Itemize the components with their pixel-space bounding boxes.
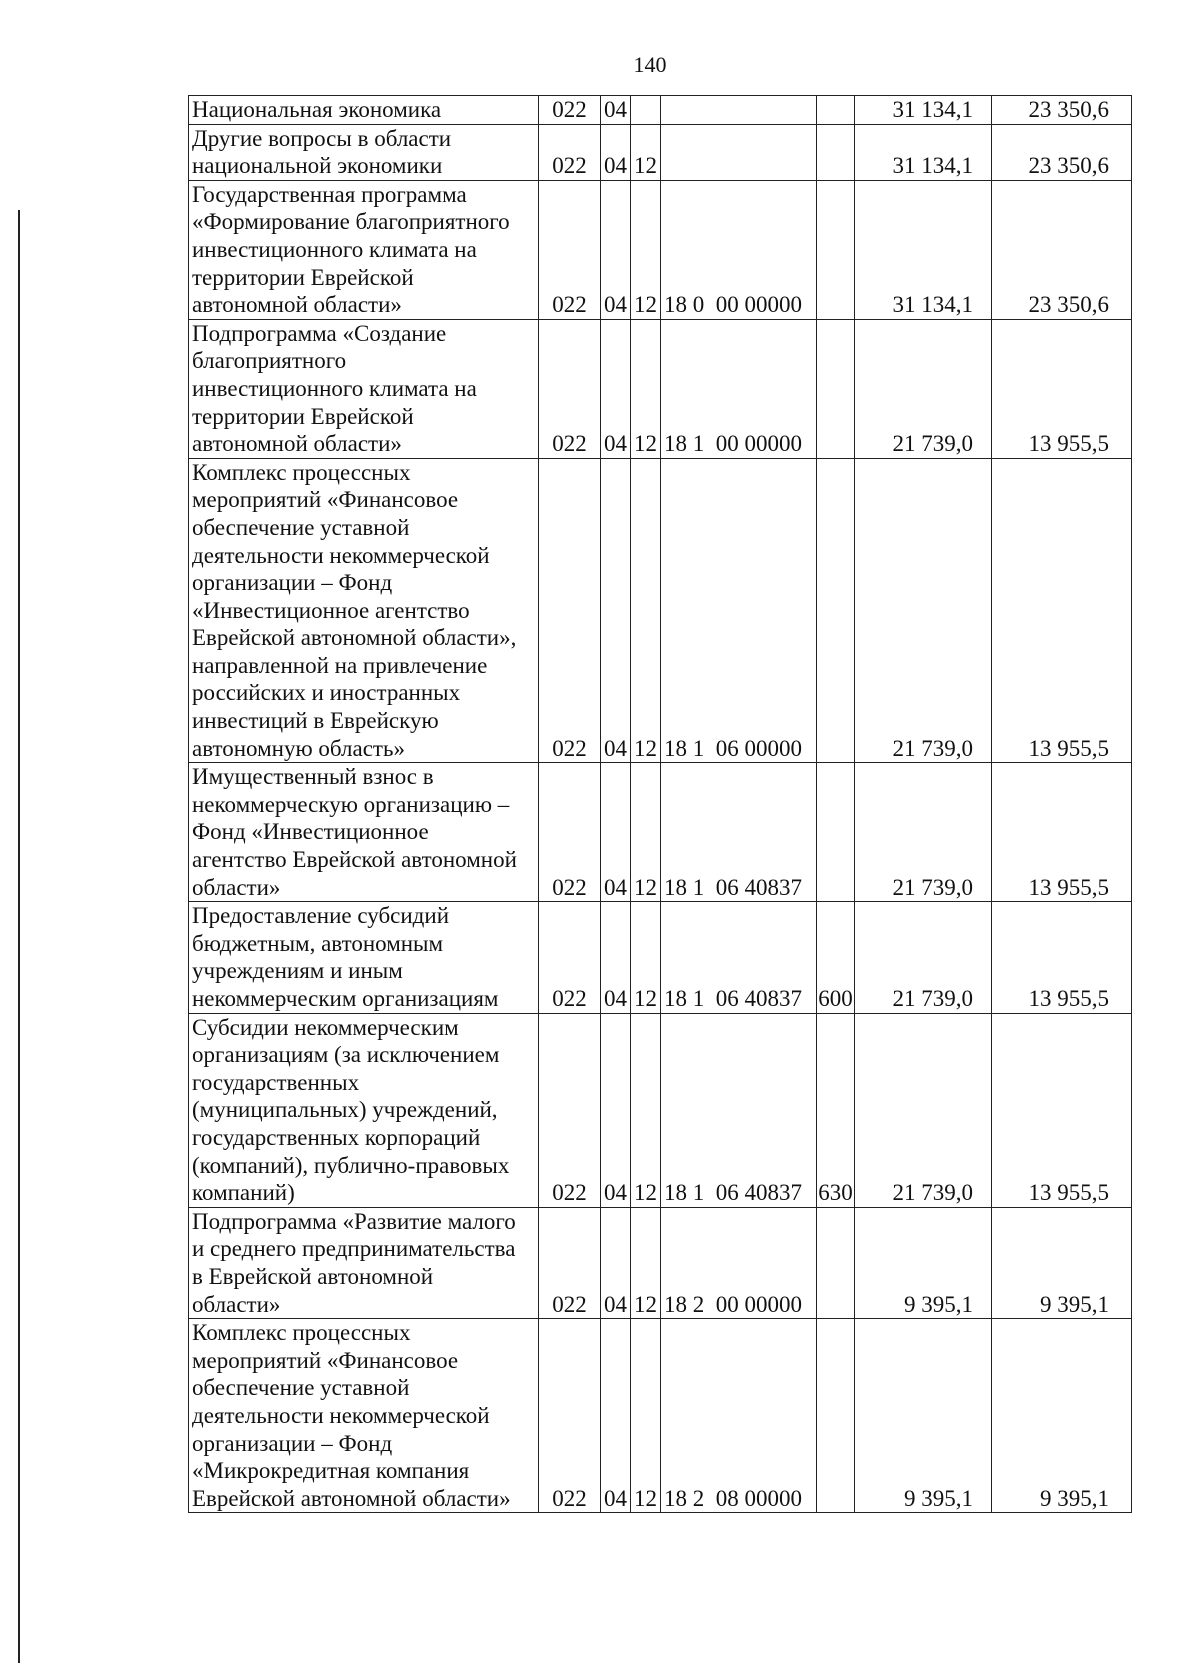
subsection-code: 12	[631, 180, 661, 319]
page-number: 140	[633, 52, 667, 77]
admin-code: 022	[539, 1319, 601, 1513]
row-name: Имущественный взнос в некоммерческую организацию – Фонд «Инвестиционное агентство Еврейской автономной области»	[189, 763, 539, 902]
admin-code: 022	[539, 180, 601, 319]
section-code: 04	[601, 1207, 631, 1318]
sum-year-1: 21 739,0	[855, 902, 992, 1013]
sum-year-2: 23 350,6	[992, 180, 1132, 319]
table-row	[189, 458, 1132, 763]
sum-year-2: 13 955,5	[992, 458, 1132, 763]
row-name: Другие вопросы в области национальной экономики	[189, 124, 539, 180]
section-code: 04	[601, 124, 631, 180]
sum-year-1: 9 395,1	[855, 1207, 992, 1318]
admin-code: 022	[539, 1207, 601, 1318]
sum-year-1: 21 739,0	[855, 458, 992, 763]
expense-type-code: 600	[817, 902, 855, 1013]
expense-type-code	[817, 763, 855, 902]
sum-year-2: 13 955,5	[992, 1013, 1132, 1207]
target-code: 18 1 06 40837	[661, 1013, 817, 1207]
admin-code: 022	[539, 902, 601, 1013]
target-code	[661, 124, 817, 180]
target-code: 18 1 06 40837	[661, 902, 817, 1013]
subsection-code: 12	[631, 319, 661, 458]
scan-edge-line	[18, 210, 20, 1663]
expense-type-code	[817, 1319, 855, 1513]
table-row	[189, 1319, 1132, 1513]
section-code: 04	[601, 458, 631, 763]
row-name: Государственная программа «Формирование благоприятного инвестиционного климата на территории Еврейской автономной области»	[189, 180, 539, 319]
admin-code: 022	[539, 763, 601, 902]
row-name: Предоставление субсидий бюджетным, автономным учреждениям и иным некоммерческим организациям	[189, 902, 539, 1013]
section-code: 04	[601, 902, 631, 1013]
admin-code: 022	[539, 96, 601, 125]
row-name: Национальная экономика	[189, 96, 539, 125]
target-code: 18 1 06 40837	[661, 763, 817, 902]
expense-type-code	[817, 319, 855, 458]
table-row	[189, 1207, 1132, 1318]
admin-code: 022	[539, 458, 601, 763]
row-name: Комплекс процессных мероприятий «Финансовое обеспечение уставной деятельности некоммерческой организации – Фонд «Инвестиционное агентство Еврейской автономной области», направленной на привлечение российских и иностранных инвестиций в Еврейскую автономную область»	[189, 458, 539, 763]
sum-year-1: 31 134,1	[855, 180, 992, 319]
row-name: Подпрограмма «Создание благоприятного инвестиционного климата на территории Еврейской автономной области»	[189, 319, 539, 458]
admin-code: 022	[539, 319, 601, 458]
admin-code: 022	[539, 124, 601, 180]
target-code: 18 0 00 00000	[661, 180, 817, 319]
subsection-code: 12	[631, 1319, 661, 1513]
subsection-code	[631, 96, 661, 125]
expense-type-code	[817, 1207, 855, 1318]
target-code	[661, 96, 817, 125]
sum-year-2: 23 350,6	[992, 96, 1132, 125]
target-code: 18 1 06 00000	[661, 458, 817, 763]
subsection-code: 12	[631, 763, 661, 902]
table-row	[189, 96, 1132, 125]
sum-year-2: 23 350,6	[992, 124, 1132, 180]
sum-year-2: 13 955,5	[992, 902, 1132, 1013]
expense-type-code	[817, 458, 855, 763]
section-code: 04	[601, 1013, 631, 1207]
table-row	[189, 902, 1132, 1013]
expense-type-code: 630	[817, 1013, 855, 1207]
section-code: 04	[601, 763, 631, 902]
section-code: 04	[601, 96, 631, 125]
target-code: 18 2 08 00000	[661, 1319, 817, 1513]
sum-year-1: 9 395,1	[855, 1319, 992, 1513]
sum-year-1: 21 739,0	[855, 1013, 992, 1207]
subsection-code: 12	[631, 458, 661, 763]
table-row	[189, 180, 1132, 319]
expense-type-code	[817, 96, 855, 125]
section-code: 04	[601, 1319, 631, 1513]
sum-year-1: 31 134,1	[855, 96, 992, 125]
budget-table	[188, 95, 1132, 1513]
row-name: Комплекс процессных мероприятий «Финансовое обеспечение уставной деятельности некоммерческой организации – Фонд «Микрокредитная компания Еврейской автономной области»	[189, 1319, 539, 1513]
table-row	[189, 319, 1132, 458]
subsection-code: 12	[631, 1207, 661, 1318]
admin-code: 022	[539, 1013, 601, 1207]
table-row	[189, 1013, 1132, 1207]
sum-year-2: 9 395,1	[992, 1319, 1132, 1513]
sum-year-2: 13 955,5	[992, 319, 1132, 458]
subsection-code: 12	[631, 1013, 661, 1207]
sum-year-2: 9 395,1	[992, 1207, 1132, 1318]
sum-year-1: 21 739,0	[855, 319, 992, 458]
expense-type-code	[817, 180, 855, 319]
subsection-code: 12	[631, 124, 661, 180]
table-row	[189, 124, 1132, 180]
table-row	[189, 763, 1132, 902]
sum-year-1: 31 134,1	[855, 124, 992, 180]
section-code: 04	[601, 319, 631, 458]
expense-type-code	[817, 124, 855, 180]
target-code: 18 1 00 00000	[661, 319, 817, 458]
subsection-code: 12	[631, 902, 661, 1013]
row-name: Субсидии некоммерческим организациям (за исключением государственных (муниципальных) учреждений, государственных корпораций (компаний), публично-правовых компаний)	[189, 1013, 539, 1207]
row-name: Подпрограмма «Развитие малого и среднего предпринимательства в Еврейской автономной области»	[189, 1207, 539, 1318]
sum-year-2: 13 955,5	[992, 763, 1132, 902]
section-code: 04	[601, 180, 631, 319]
sum-year-1: 21 739,0	[855, 763, 992, 902]
target-code: 18 2 00 00000	[661, 1207, 817, 1318]
